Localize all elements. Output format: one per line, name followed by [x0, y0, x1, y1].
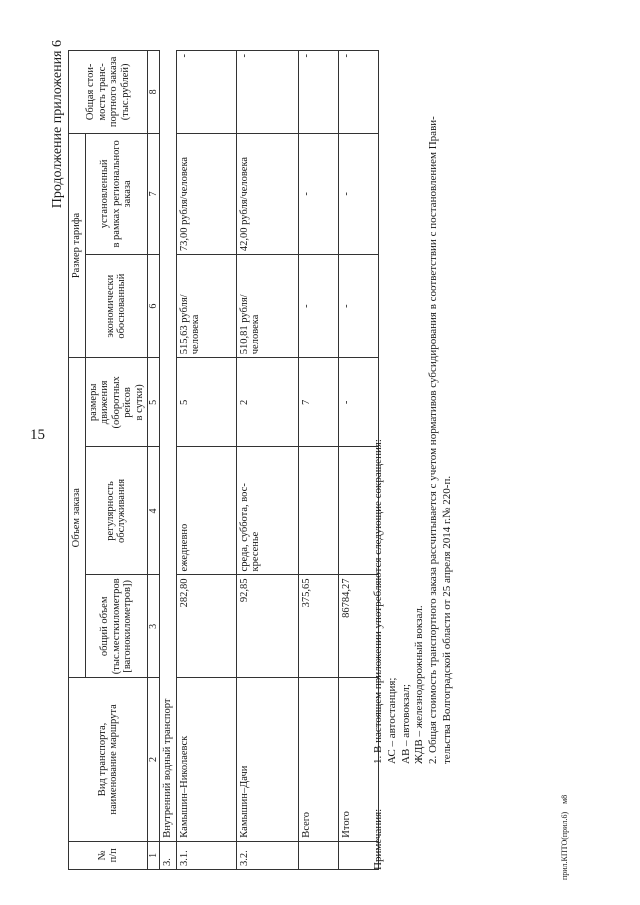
header-total-volume: общий объем (тыс.месткилометров [вагонокилометров]) — [85, 575, 148, 678]
regional-tariff: - — [298, 133, 338, 254]
route-name: Всего — [298, 678, 338, 842]
rotated-landscape-content — [40, 40, 600, 880]
note-line: АС – автостанция; — [385, 677, 398, 764]
regularity: среда, суббота, вос- кресенье — [236, 447, 298, 575]
row-number — [298, 841, 338, 869]
table-row — [236, 51, 298, 870]
table-row — [176, 51, 236, 870]
column-number: 4 — [148, 447, 160, 575]
header-no: № п/п — [69, 841, 148, 869]
column-number: 5 — [148, 358, 160, 447]
appendix-label: Продолжение приложения 6 — [50, 40, 65, 209]
route-name: Камышин–Николаевск — [176, 678, 236, 842]
table-row-subtotal — [298, 51, 338, 870]
economic-tariff: - — [338, 255, 378, 358]
header-order-volume: Объем заказа — [69, 358, 86, 678]
row-number: 3.2. — [236, 841, 298, 869]
trips-count: 7 — [298, 358, 338, 447]
note-line: 1. В настоящем приложении употребляются следующие сокращения: — [372, 439, 384, 764]
regularity — [298, 447, 338, 575]
column-number: 8 — [148, 51, 160, 134]
column-number: 6 — [148, 255, 160, 358]
transport-order-table — [68, 50, 379, 870]
total-cost: - — [298, 51, 338, 134]
header-total-cost: Общая стои- мость транс- портного заказа (тыс.рублей) — [69, 51, 148, 134]
note-line: ЖДВ – железнодорожный вокзал. — [413, 605, 426, 764]
total-volume: 282,80 — [176, 575, 236, 678]
economic-tariff: 515,63 рубля/ человека — [176, 255, 236, 358]
trips-count: - — [338, 358, 378, 447]
regional-tariff: - — [338, 133, 378, 254]
total-volume: 86784,27 — [338, 575, 378, 678]
column-number: 3 — [148, 575, 160, 678]
row-number: 3.1. — [176, 841, 236, 869]
header-tariff: Размер тарифа — [69, 133, 86, 358]
total-volume: 92,85 — [236, 575, 298, 678]
total-cost: - — [176, 51, 236, 134]
page-number: 15 — [30, 427, 45, 443]
route-name: Камышин–Дачи — [236, 678, 298, 842]
section-row — [160, 51, 177, 870]
header-trips: размеры движения (оборотных рейсов в сутки) — [85, 358, 148, 447]
total-volume: 375,65 — [298, 575, 338, 678]
notes-body — [372, 54, 455, 764]
trips-count: 5 — [176, 358, 236, 447]
note-line: АВ – автовокзал; — [399, 684, 412, 764]
notes-title: Примечания: — [372, 808, 384, 870]
regional-tariff: 73,00 рубля/человека — [176, 133, 236, 254]
header-regularity: регулярность обслуживания — [85, 447, 148, 575]
total-cost: - — [236, 51, 298, 134]
economic-tariff: - — [298, 255, 338, 358]
regularity: ежедневно — [176, 447, 236, 575]
column-number: 7 — [148, 133, 160, 254]
total-cost: - — [338, 51, 378, 134]
column-number: 1 — [148, 841, 160, 869]
header-economic: экономически обоснованный — [85, 255, 148, 358]
header-route: Вид транспорта, наименование маршрута — [69, 678, 148, 842]
note-line: тельства Волгоградской области от 25 апреля 2014 г.№ 220-п. — [440, 475, 453, 764]
section-number: 3. — [160, 841, 177, 869]
economic-tariff: 510,81 рубля/ человека — [236, 255, 298, 358]
footer-file-label: прил.КПТО(прил.6) м8 — [560, 794, 569, 880]
route-name: Итого — [338, 678, 378, 842]
header-regional: установленный в рамках регионального заказа — [85, 133, 148, 254]
regional-tariff: 42,00 рубля/человека — [236, 133, 298, 254]
column-number: 2 — [148, 678, 160, 842]
section-title: Внутренний водный транспорт — [160, 51, 177, 842]
note-line: 2. Общая стоимость транспортного заказа рассчитывается с учетом нормативов субсидирования в соответствии с постановлением Прави- — [427, 116, 439, 764]
trips-count: 2 — [236, 358, 298, 447]
